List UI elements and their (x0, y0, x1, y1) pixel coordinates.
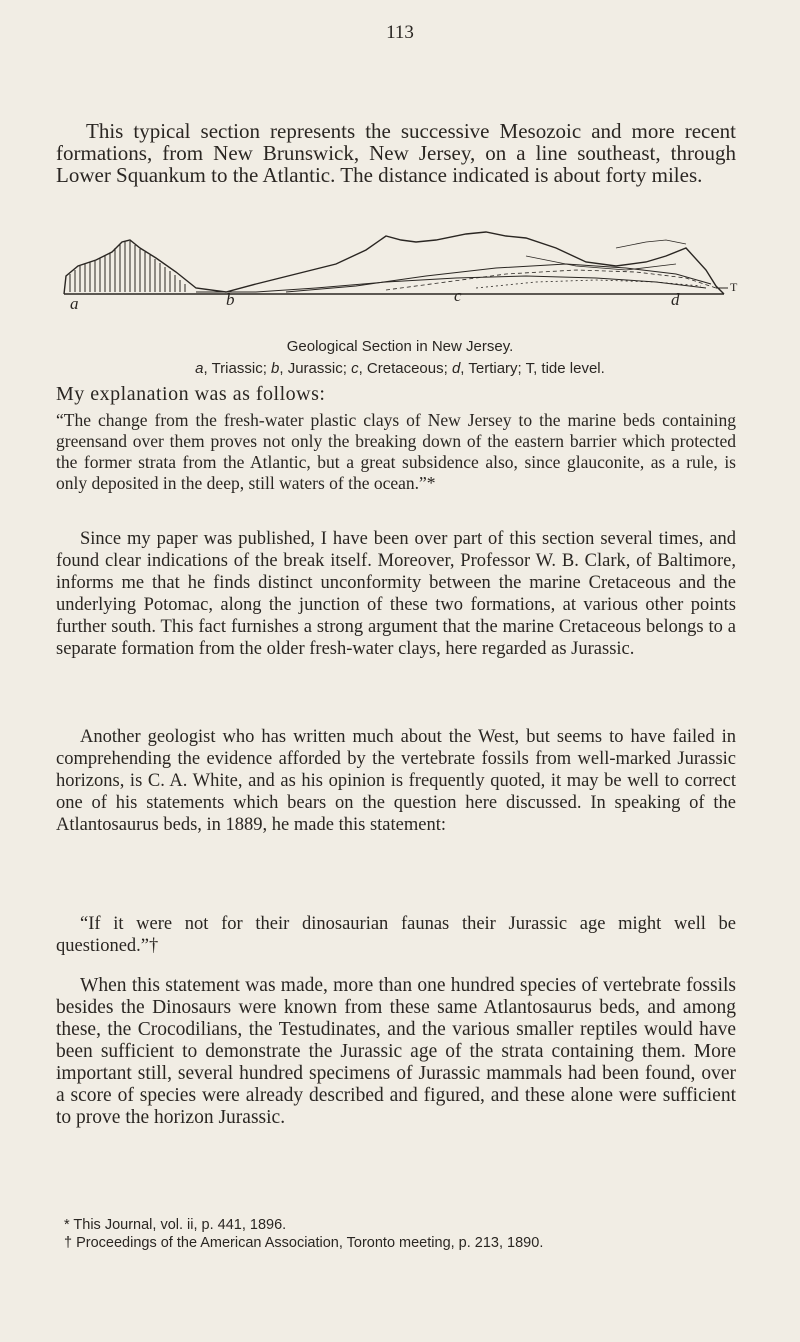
cretaceous-stratum-line (286, 264, 711, 292)
figure-caption-legend (0, 360, 800, 377)
quote-dinosaurian-faunas: “If it were not for their dinosaurian faunas their Jurassic age might well be questioned.”† (56, 914, 736, 956)
section-diagram (56, 226, 736, 316)
footnotes (56, 1216, 736, 1252)
label-d: d (671, 290, 680, 309)
legend-key-c: c (351, 360, 359, 377)
paragraph-when-statement: When this statement was made, more than one hundred species of vertebrate fossils besides the Dinosaurs were known from these same Atlantosaurus beds, and among these, the Crocodilians, the Testudinates, and the various smaller reptiles would have been sufficient to demonstrate the Jurassic age of the strata containing them. More important still, several hundred specimens of Jurassic mammals had been found, over a score of species were already described and figured, and these alone were sufficient to prove the horizon Jurassic. (56, 975, 736, 1128)
legend-text-b: , Jurassic; (279, 360, 352, 377)
paragraph-since-published: Since my paper was published, I have been over part of this section several times, and found clear indications of the break itself. Moreover, Professor W. B. Clark, of Baltimore, informs me that he finds distinct unconformity between the marine Cretaceous and the underlying Potomac, along the junction of these two formations, at various other points further south. This fact furnishes a strong argument that the marine Cretaceous belongs to a separate formation from the older fresh-water clays, here regarded as Jurassic. (56, 529, 736, 659)
page-number: 113 (386, 22, 414, 43)
jurassic-stratum-line (196, 276, 706, 292)
legend-key-d: d (451, 360, 461, 377)
footnote-1: * This Journal, vol. ii, p. 441, 1896. (64, 1217, 287, 1233)
legend-text-c: , Cretaceous; (358, 360, 452, 377)
paragraph-another-geologist: Another geologist who has written much about the West, but seems to have failed in comprehending the evidence afforded by the vertebrate fossils from well-marked Jurassic horizons, is C. A. White, and as his opinion is frequently quoted, it may be well to correct one of his statements which bears on the question here discussed. In speaking of the Atlantosaurus beds, in 1889, he made this statement: (56, 727, 736, 835)
label-c: c (454, 286, 462, 305)
tertiary-cap-line (526, 256, 676, 270)
geological-section-figure (56, 226, 736, 316)
footnote-2: † Proceedings of the American Association, Toronto meeting, p. 213, 1890. (64, 1235, 544, 1251)
legend-key-b: b (271, 360, 280, 377)
label-t: T (730, 280, 738, 294)
quote-plastic-clays: “The change from the fresh-water plastic clays of New Jersey to the marine beds containing greensand over them proves not only the breaking down of the eastern barrier which protected the former strata from the Atlantic, but a great subsidence also, since glauconite, as a rule, is only deposited in the deep, still waters of the ocean.”* (56, 410, 736, 493)
legend-text-a: , Triassic; (203, 360, 272, 377)
tertiary-dotted-line (476, 280, 701, 288)
explanation-heading: My explanation was as follows: (56, 383, 326, 405)
intro-paragraph: This typical section represents the successive Mesozoic and more recent formations, from New Brunswick, New Jersey, on a line southeast, through Lower Squankum to the Atlantic. The distance indicated is about forty miles. (56, 119, 736, 187)
surface-profile (64, 232, 724, 294)
label-b: b (226, 290, 235, 309)
label-a: a (70, 294, 79, 313)
hill-outline (616, 240, 686, 248)
legend-key-a: a (195, 360, 204, 377)
figure-caption-title: Geological Section in New Jersey. (286, 338, 514, 355)
legend-text-d: , Tertiary; T, tide level. (460, 360, 605, 377)
